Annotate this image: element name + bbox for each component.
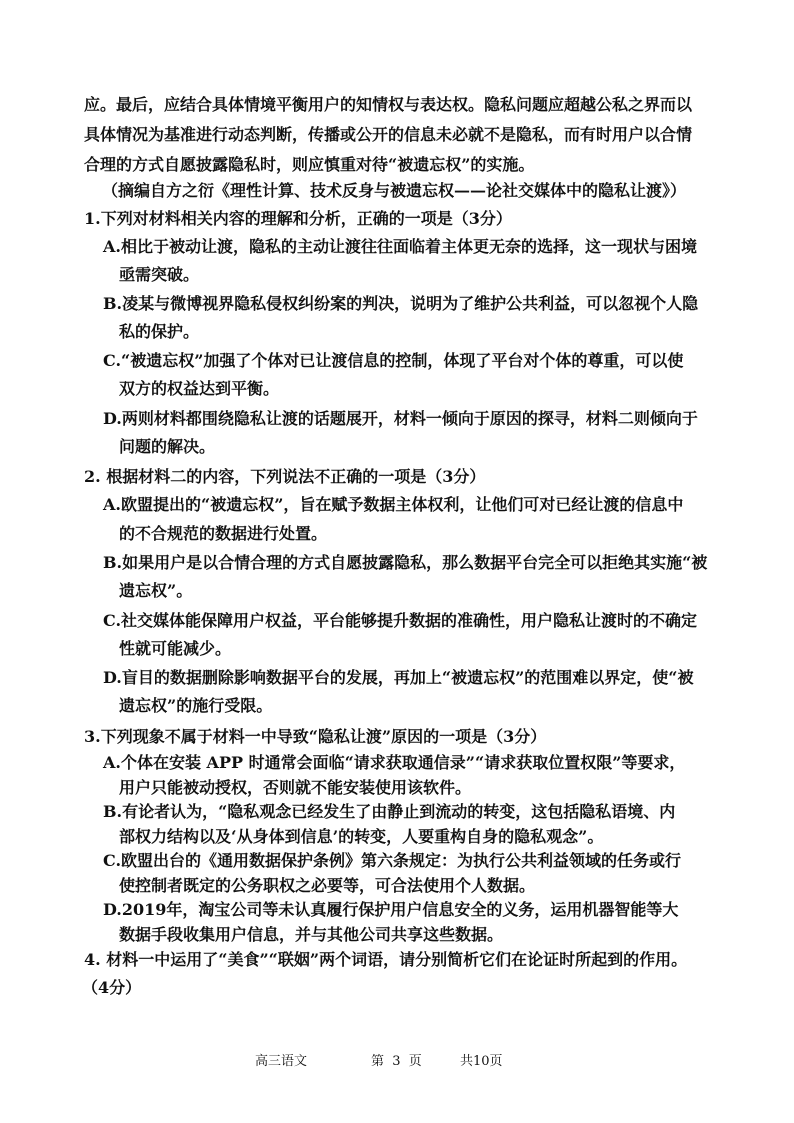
- option-1a: A.相比于被动让渡，隐私的主动让渡往往面临着主体更无奈的选择，这一现状与困境: [103, 237, 697, 256]
- option-1b: B.凌某与微博视界隐私侵权纠纷案的判决，说明为了维护公共利益，可以忽视个人隐: [103, 294, 699, 313]
- option-2c: C.社交媒体能保障用户权益，平台能够提升数据的准确性，用户隐私让渡时的不确定: [103, 611, 698, 630]
- option-3d-cont: 数据手段收集用户信息，并与其他公司共享这些数据。: [119, 925, 504, 944]
- option-2b-cont: 遗忘权”。: [119, 581, 193, 600]
- option-3c-cont: 使控制者既定的公务职权之必要等，可合法使用个人数据。: [119, 876, 536, 895]
- footer-subject: 高三语文: [255, 1054, 308, 1069]
- option-2b: B.如果用户是以合情合理的方式自愿披露隐私，那么数据平台完全可以拒绝其实施“被: [103, 553, 708, 572]
- footer-total-pages: 共10页: [460, 1054, 503, 1069]
- option-1a-cont: 亟需突破。: [119, 265, 200, 284]
- source-citation: （摘编自方之衍《理性计算、技术反身与被遗忘权——论社交媒体中的隐私让渡》）: [102, 181, 687, 200]
- option-3c: C.欧盟出台的《通用数据保护条例》第六条规定：为执行公共利益领域的任务或行: [103, 851, 682, 870]
- option-1c-cont: 双方的权益达到平衡。: [119, 379, 280, 398]
- question-2-stem: 2. 根据材料二的内容，下列说法不正确的一项是（3分）: [84, 467, 486, 486]
- question-4-points: （4分）: [82, 978, 142, 997]
- footer-page-number: 第 3 页: [371, 1054, 422, 1069]
- question-4-stem: 4. 材料一中运用了“美食”“联姻”两个词语，请分别简析它们在论证时所起到的作用。: [84, 950, 688, 969]
- passage-line: 应。最后，应结合具体情境平衡用户的知情权与表达权。隐私问题应超越公私之界而以: [84, 95, 693, 114]
- option-3d: D.2019年，淘宝公司等未认真履行保护用户信息安全的义务，运用机器智能等大: [103, 900, 679, 919]
- option-2a-cont: 的不合规范的数据进行处置。: [119, 524, 328, 543]
- option-3a-cont: 用户只能被动授权，否则就不能安装使用该软件。: [119, 778, 472, 797]
- option-3b-cont: 部权力结构以及‘从身体到信息’的转变，人要重构自身的隐私观念”。: [119, 827, 604, 846]
- passage-line: 具体情况为基准进行动态判断，传播或公开的信息未必就不是隐私，而有时用户以合情: [84, 125, 693, 144]
- passage-line: 合理的方式自愿披露隐私时，则应慎重对待“被遗忘权”的实施。: [84, 155, 535, 174]
- option-2a: A.欧盟提出的“被遗忘权”，旨在赋予数据主体权利，让他们可对已经让渡的信息中: [103, 495, 684, 514]
- option-1c: C.“被遗忘权”加强了个体对已让渡信息的控制，体现了平台对个体的尊重，可以使: [103, 351, 684, 370]
- option-1d-cont: 问题的解决。: [119, 437, 216, 456]
- question-3-stem: 3.下列现象不属于材料一中导致“隐私让渡”原因的一项是（3分）: [84, 727, 547, 746]
- option-1d: D.两则材料都围绕隐私让渡的话题展开，材料一倾向于原因的探寻，材料二则倾向于: [103, 409, 698, 428]
- option-2d: D.盲目的数据删除影响数据平台的发展，再加上“被遗忘权”的范围难以界定，使“被: [103, 668, 694, 687]
- option-3b: B.有论者认为，“隐私观念已经发生了由静止到流动的转变，这包括隐私语境、内: [103, 802, 676, 821]
- option-2d-cont: 遗忘权”的施行受限。: [119, 696, 273, 715]
- option-2c-cont: 性就可能减少。: [119, 639, 232, 658]
- option-1b-cont: 私的保护。: [119, 322, 200, 341]
- question-1-stem: 1.下列对材料相关内容的理解和分析，正确的一项是（3分）: [84, 209, 512, 228]
- option-3a: A.个体在安装 APP 时通常会面临“请求获取通信录”“请求获取位置权限”等要求，: [103, 753, 686, 772]
